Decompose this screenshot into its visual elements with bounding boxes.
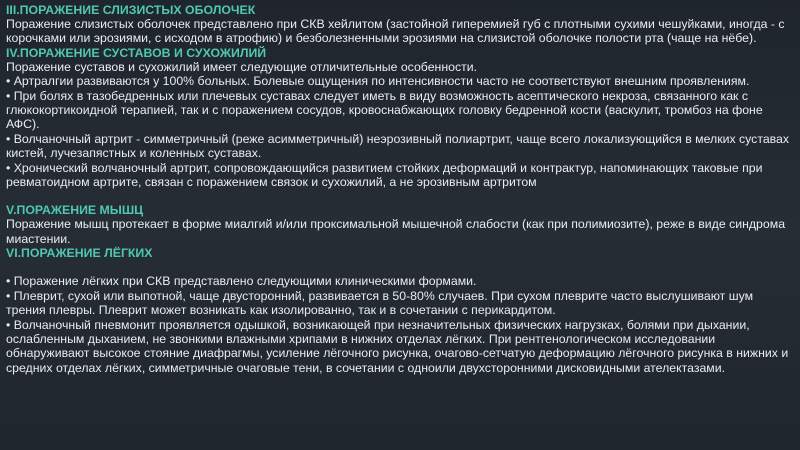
paragraph: Поражение суставов и сухожилий имеет следующие отличительные особенности. — [6, 59, 478, 74]
bullet-item: • Плеврит, сухой или выпотной, чаще двусторонний, развивается в 50-80% случаев. При сухом плеврите часто выслушивают шум трения плевры. Плеврит может возникать как изолированно, так и в сочетании с перикардитом. — [6, 288, 754, 318]
section-heading: VI.ПОРАЖЕНИЕ ЛЁГКИХ — [6, 246, 153, 261]
section-heading: III.ПОРАЖЕНИЕ СЛИЗИСТЫХ ОБОЛОЧЕК — [6, 3, 256, 17]
section-heading: IV.ПОРАЖЕНИЕ СУСТАВОВ И СУХОЖИЛИЙ — [6, 45, 267, 60]
section-joints — [6, 46, 792, 190]
paragraph: Поражение мышц протекает в форме миалгий и/или проксимальной мышечной слабости (как при полимиозите), реже в виде синдрома миастении. — [6, 217, 786, 246]
paragraph: Поражение слизистых оболочек представлено при СКВ хейлитом (застойной гиперемией губ с плотными сухими чешуйками, иногда - с корочками или эрозиями, с исходом в атрофию) и безболезненными эрозиями на слизистой оболочке полости рта (чаще на нёбе). — [6, 17, 785, 46]
section-mucosa — [6, 3, 792, 46]
bullet-item: • Артралгии развиваются у 100% больных. Болевые ощущения по интенсивности часто не соответствуют внешним проявлениям. — [6, 74, 750, 89]
spacer — [6, 189, 792, 203]
bullet-item: • Волчаночный артрит - симметричный (реже асимметричный) неэрозивный полиартрит, чаще всего локализующийся в мелких суставах кистей, лучезапястных и коленных суставах. — [6, 131, 790, 161]
bullet-item: • Хронический волчаночный артрит, сопровождающийся развитием стойких деформаций и контрактур, напоминающих таковые при ревматоидном артрите, связан с поражением связок и сухожилий, а не эрозивным артритом — [6, 160, 763, 190]
section-heading: V.ПОРАЖЕНИЕ МЫШЦ — [6, 203, 144, 218]
bullet-item: • Поражение лёгких при СКВ представлено следующими клиническими формами. — [6, 274, 477, 289]
section-muscles — [6, 203, 792, 246]
bullet-item: • Волчаночный пневмонит проявляется одышкой, возникающей при незначительных физических нагрузках, болями при дыхании, ослабленным дыханием, не звонкими влажными хрипами в нижних отделах лёгких. При рентгенологическом исследовании обнаруживают высокое стояние диафрагмы, усиление лёгочного рисунка, очагово-сетчатую деформацию лёгочного рисунка в нижних и средних отделах лёгких, симметричные очаговые тени, в сочетании с одноили двухсторонними дисковидными ателектазами. — [6, 317, 789, 375]
section-lungs — [6, 246, 792, 375]
bullet-item: • При болях в тазобедренных или плечевых суставах следует иметь в виду возможность асептического некроза, связанного как с глюкокортикоидной терапией, так и с поражением сосудов, кровоснабжающих головку бедренной кости (васкулит, тромбоз на фоне АФС). — [6, 88, 763, 132]
spacer — [6, 260, 792, 274]
